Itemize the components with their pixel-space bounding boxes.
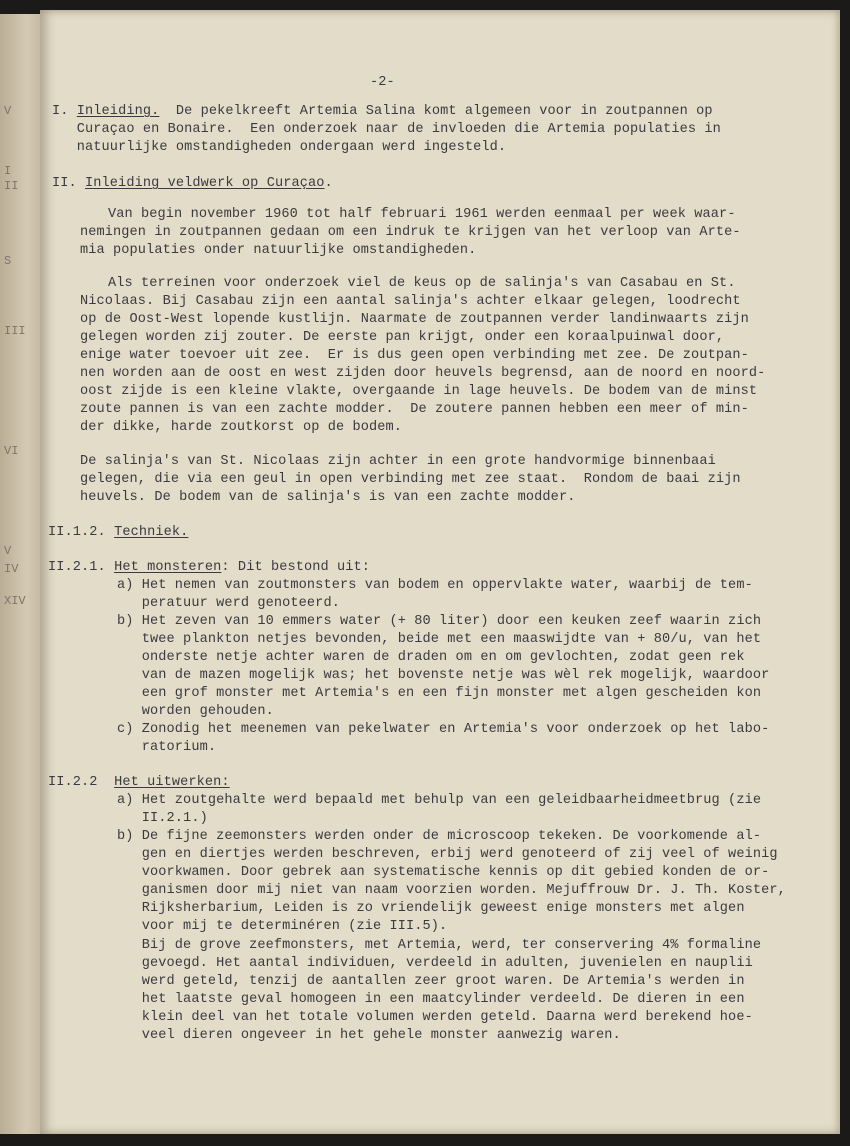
margin-mark: XIV <box>4 594 26 608</box>
margin-mark: III <box>4 324 26 338</box>
text-line: Rijksherbarium, Leiden is zo vriendelijk geweest enige monsters met algen <box>117 901 745 916</box>
text-line: natuurlijke omstandigheden ondergaan werd ingesteld. <box>52 140 507 155</box>
text-line: het laatste geval homogeen in een maatcylinder verdeeld. De dieren in een <box>117 992 745 1007</box>
text-line: enige water toevoer uit zee. Er is dus geen open verbinding met zee. De zoutpan- <box>80 348 749 363</box>
text-line: nen worden aan de oost en west zijden door heuvels begrensd, aan de noord en noord- <box>80 366 766 381</box>
text-line: I. Inleiding. De pekelkreeft Artemia Salina komt algemeen voor in zoutpannen op <box>52 104 713 119</box>
text-line: voorkwamen. Door gebrek aan systematische kennis op dit gebied konden de or- <box>117 865 770 880</box>
text-line: Curaçao en Bonaire. Een onderzoek naar de invloeden die Artemia populaties in <box>52 122 721 137</box>
text-line: twee plankton netjes bevonden, beide met een maaswijdte van + 80/u, van het <box>117 632 762 647</box>
text-line: nemingen in zoutpannen gedaan om een indruk te krijgen van het verloop van Arte- <box>80 225 741 240</box>
text-line: a) Het nemen van zoutmonsters van bodem en oppervlakte water, waarbij de tem- <box>117 578 753 593</box>
text-line: c) Zonodig het meenemen van pekelwater en Artemia's voor onderzoek op het labo- <box>117 722 770 737</box>
text-line: klein deel van het totale volumen werden geteld. Daarna werd berekend hoe- <box>117 1010 753 1025</box>
text-line: heuvels. De bodem van de salinja's is van een zachte modder. <box>80 490 576 505</box>
text-line: Van begin november 1960 tot half februari 1961 werden eenmaal per week waar- <box>108 207 736 222</box>
margin-mark: V <box>4 104 12 118</box>
text-line: van de mazen mogelijk was; het bovenste netje was wèl rek mogelijk, waardoor <box>117 668 770 683</box>
text-line: peratuur werd genoteerd. <box>117 596 340 611</box>
text-line: gelegen worden zij zouter. De eerste pan krijgt, onder een koraalpuinwal door, <box>80 330 725 345</box>
text-line: gen en diertjes werden beschreven, erbij werd genoteerd of zij veel of weinig <box>117 847 778 862</box>
text-line: II.2.1.) <box>117 811 208 826</box>
margin-mark: IV <box>4 562 19 576</box>
text-line: voor mij te determinéren (zie III.5). <box>117 919 448 934</box>
page-number: -2- <box>370 75 395 90</box>
text-line: a) Het zoutgehalte werd bepaald met behulp van een geleidbaarheidmeetbrug (zie <box>117 793 762 808</box>
margin-mark: I <box>4 164 12 178</box>
text-line: zoute pannen is van een zachte modder. De zoutere pannen hebben een meer of min- <box>80 402 749 417</box>
text-line: De salinja's van St. Nicolaas zijn achter in een grote handvormige binnenbaai <box>80 454 716 469</box>
text-line: der dikke, harde zoutkorst op de bodem. <box>80 420 403 435</box>
text-line: werd geteld, tenzij de aantallen zeer groot waren. De Artemia's werden in <box>117 974 745 989</box>
text-line: b) De fijne zeemonsters werden onder de microscoop tekeken. De voorkomende al- <box>117 829 762 844</box>
text-line: onderste netje achter waren de draden om en om gevlochten, zodat geen rek <box>117 650 745 665</box>
text-line: op de Oost-West lopende kustlijn. Naarmate de zoutpannen verder landinwaarts zijn <box>80 312 749 327</box>
margin-mark: S <box>4 254 12 268</box>
text-line: ganismen door mij niet van naam voorzien worden. Mejuffrouw Dr. J. Th. Koster, <box>117 883 786 898</box>
margin-mark: VI <box>4 444 19 458</box>
text-line: II.2.2 Het uitwerken: <box>48 775 230 790</box>
text-line: II.2.1. Het monsteren: Dit bestond uit: <box>48 560 371 575</box>
text-line: gelegen, die via een geul in open verbinding met zee staat. Rondom de baai zijn <box>80 472 741 487</box>
margin-mark: V <box>4 544 12 558</box>
text-line: worden gehouden. <box>117 704 274 719</box>
facing-page-edge <box>0 14 44 1134</box>
text-line: een grof monster met Artemia's en een fijn monster met algen gescheiden kon <box>117 686 762 701</box>
text-line: b) Het zeven van 10 emmers water (+ 80 liter) door een keuken zeef waarin zich <box>117 614 762 629</box>
text-line: Bij de grove zeefmonsters, met Artemia, werd, ter conservering 4% formaline <box>117 938 762 953</box>
text-line: II. Inleiding veldwerk op Curaçao. <box>52 176 333 191</box>
text-line: ratorium. <box>117 740 217 755</box>
text-line: Als terreinen voor onderzoek viel de keus op de salinja's van Casabau en St. <box>108 276 736 291</box>
document-page <box>40 10 840 1134</box>
text-line: gevoegd. Het aantal individuen, verdeeld in adulten, juvenielen en nauplii <box>117 956 753 971</box>
text-line: Nicolaas. Bij Casabau zijn een aantal salinja's achter elkaar gelegen, loodrecht <box>80 294 741 309</box>
margin-mark: II <box>4 179 19 193</box>
text-line: II.1.2. Techniek. <box>48 525 189 540</box>
text-line: oost zijde is een kleine vlakte, overgaande in lage heuvels. De bodem van de minst <box>80 384 758 399</box>
text-line: veel dieren ongeveer in het gehele monster aanwezig waren. <box>117 1028 621 1043</box>
text-line: mia populaties onder natuurlijke omstandigheden. <box>80 243 477 258</box>
